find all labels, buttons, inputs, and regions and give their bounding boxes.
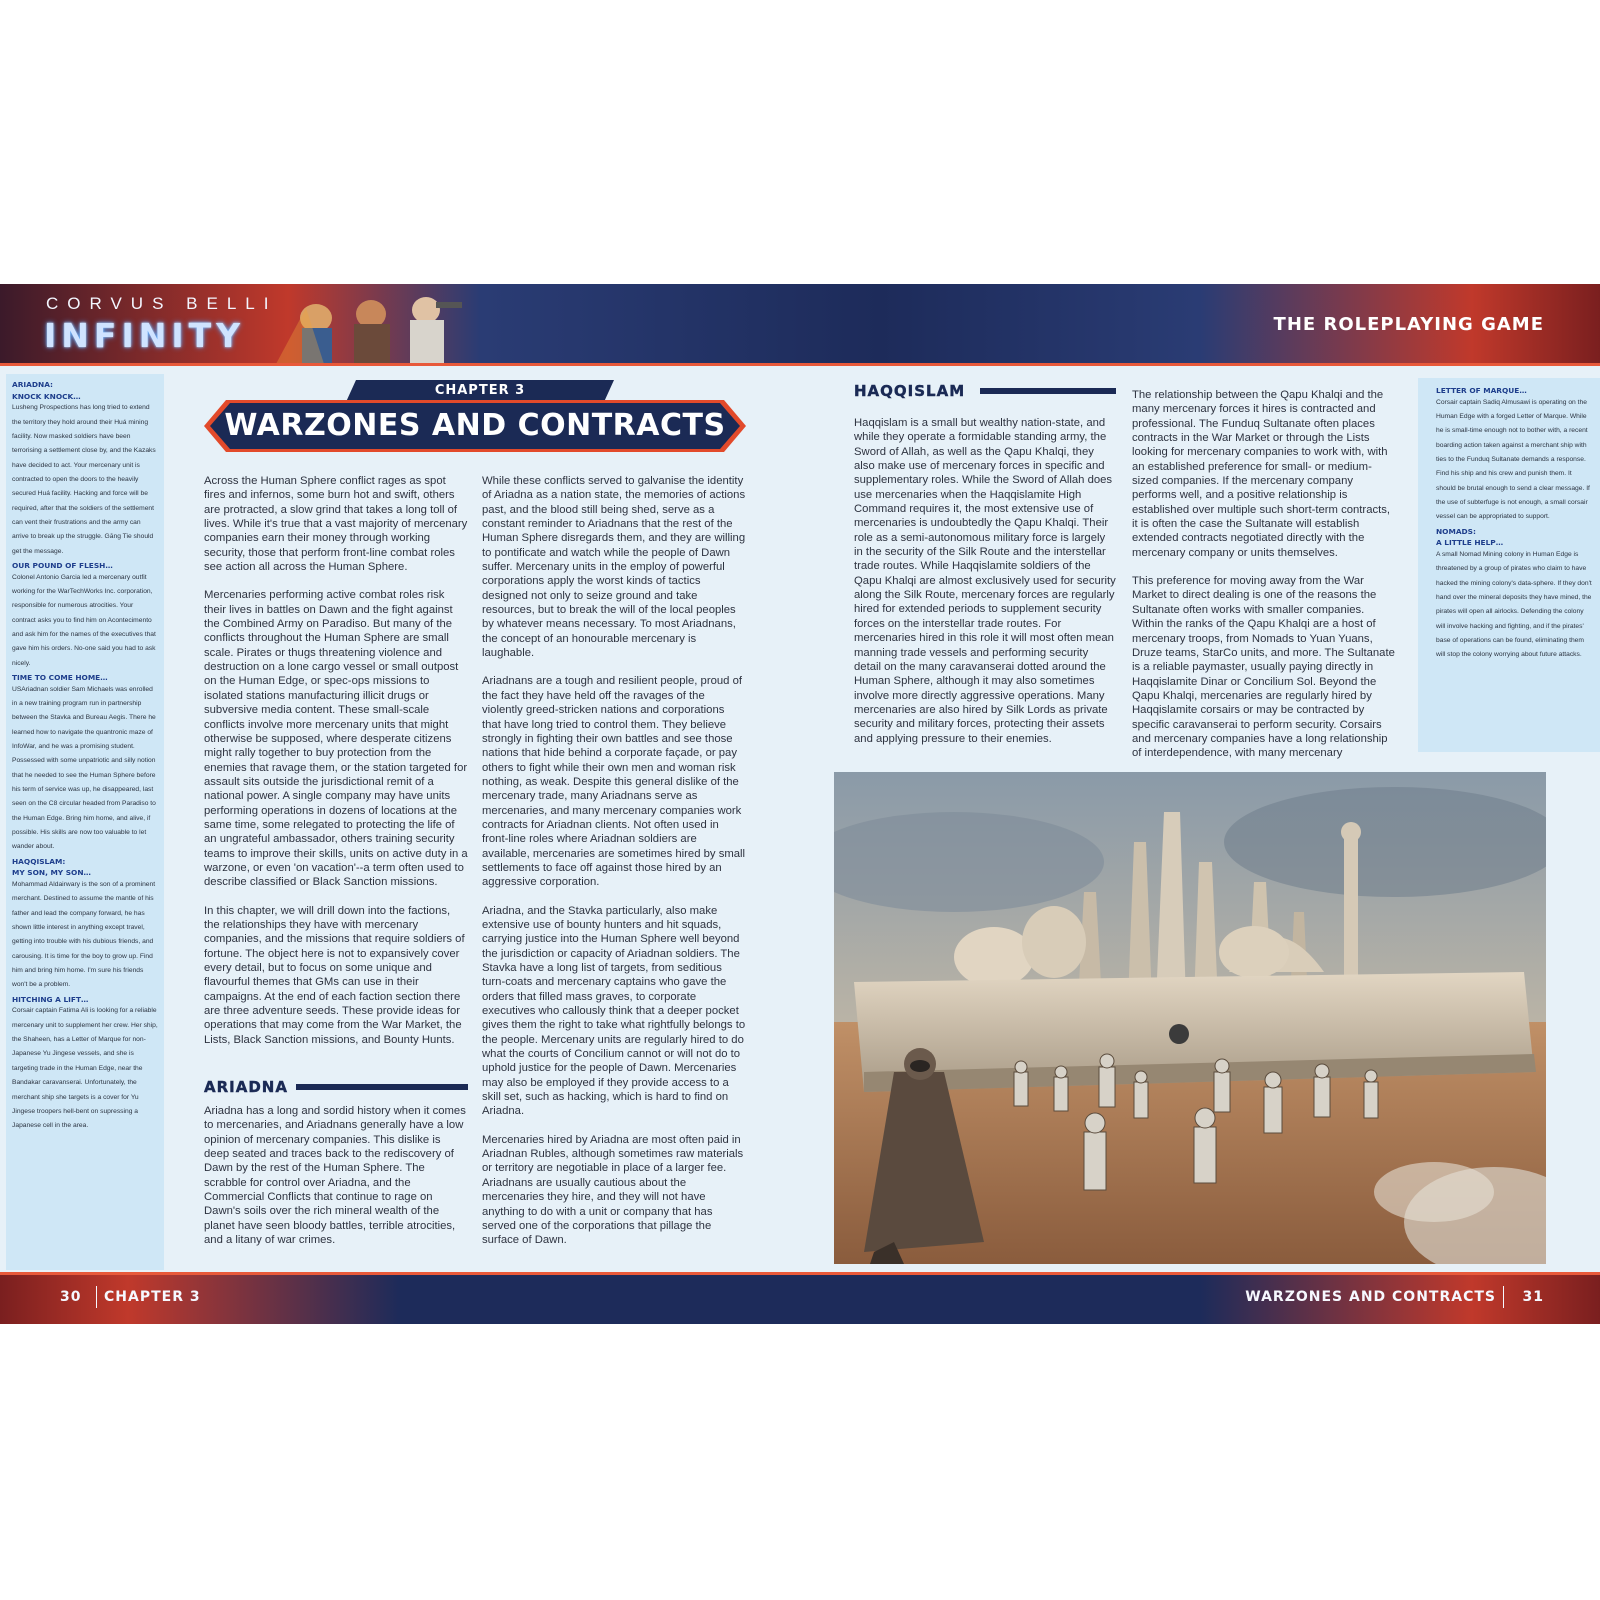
- section-heading-label: ARIADNA: [204, 1078, 288, 1096]
- body-column-1: [204, 474, 468, 1061]
- section-heading-haqqislam: [854, 382, 1116, 400]
- body-column-4: [1132, 388, 1396, 775]
- footer-divider: [1503, 1286, 1504, 1308]
- footer-band: [0, 1272, 1600, 1324]
- header-band: [0, 284, 1600, 366]
- section-heading-label: HAQQISLAM: [854, 382, 966, 400]
- sidebar-hook-title: HITCHING A LIFT…: [12, 994, 89, 1004]
- sidebar-hook-title: A LITTLE HELP…: [1436, 538, 1504, 548]
- sidebar-hook-text: Mohammad Aldairwary is the son of a prominent merchant. Destined to assume the mantle of his father and lead the company forward, he has shown little interest in anything except travel, getting into trouble with his dubious friends, and carousing. It is time for the boy to grow up. Find him and bring him home. I'm sure his friends won't be a problem.: [12, 881, 156, 989]
- body-column-1-ariadna: [204, 1104, 468, 1261]
- paragraph: In this chapter, we will drill down into the factions, the relationships they have with mercenary companies, and the missions that require soldiers of fortune. The object here is not to expansively cover every detail, but to focus on some unique and flavourful themes that GMs can use in their campaigns. At the end of each faction section there are three adventure seeds. These provide ideas for operations that may come from the War Market, the Lists, Black Sanction missions, and Bounty Hunts.: [204, 904, 465, 1046]
- sidebar-hook-text: Lusheng Prospections has long tried to extend the territory they hold around their Huá mining facility. Now masked soldiers have been terrorising a settlement close by, and the Kazaks have decided to act. Your mercenary unit is contracted to open the doors to the heavily secured Huá facility. Hacking and force will be required, after that the soldiers of the settlement can vent their frustrations and the army can arrive to break up the struggle. Gāng Tie should get the message.: [12, 404, 156, 555]
- sidebar-hook-title: MY SON, MY SON…: [12, 868, 91, 878]
- body-column-2: [482, 474, 746, 1262]
- paragraph: Ariadnans are a tough and resilient people, proud of the fact they have held off the ravages of the violently greed-stricken nations and corporations that have long tried to control them. They believe strongly in fighting their own battles and see those nations that hide behind a corporate façade, or pay others to fight while their own men and woman risk nothing, as weak. Despite this general dislike of the mercenary trade, many Ariadnans serve as mercenaries, and many mercenary companies work contracts for Ariadnan clients. Not often used in front-line roles where Ariadnan soldiers are available, mercenaries are sometimes hired by small settlements to face off against those hired by an aggressive corporation.: [482, 675, 746, 889]
- sidebar-section-heading: NOMADS:: [1436, 526, 1476, 536]
- left-running-footer: CHAPTER 3: [104, 1289, 201, 1305]
- section-heading-rule: [296, 1084, 468, 1090]
- paragraph: Ariadna has a long and sordid history when it comes to mercenaries, and Ariadnans generally have a low opinion of mercenary companies. This dislike is deep seated and traces back to the rediscovery of Dawn by the rest of the Human Sphere. The scrabble for control over Ariadna, and the Commercial Conflicts that continue to rage on Dawn's soils over the rich mineral wealth of the planet have seen bloody battles, terrible atrocities, and a litany of war crimes.: [204, 1105, 466, 1247]
- paragraph: While these conflicts served to galvanise the identity of Ariadna as a nation state, the memories of actions past, and the blood still being shed, serve as a constant reminder to Ariadnans that the rest of the Human Sphere disregards them, and they are willing to pontificate and watch while the people of Dawn suffer. Mercenary units in the employ of powerful corporations apply the worst kinds of tactics designed not only to seize ground and take resources, but to break the will of the local peoples by whatever means necessary. To most Ariadnans, the concept of an honourable mercenary is laughable.: [482, 475, 746, 660]
- sidebar-section-heading: ARIADNA:: [12, 380, 54, 389]
- chapter-label: CHAPTER 3: [434, 383, 526, 398]
- sidebar-hook-text: Corsair captain Fatima Ali is looking for a reliable mercenary unit to supplement her crew. Her ship, the Shaheen, has a Letter of Marque for non-Japanese Yu Jingese vessels, and she is targeting trade in the Human Edge, near the Bandakar caravanserai. Unfortunately, the merchant ship she targets is a cover for Yu Jingese troopers hell-bent on supressing a Japanese cell in the area.: [12, 1007, 158, 1130]
- paragraph: The relationship between the Qapu Khalqi and the many mercenary forces it hires is contracted and professional. The Funduq Sultanate often places contracts in the War Market or through the Lists looking for mercenary companies to work with, with an established preference for small- or medium-sized companies. If the mercenary company performs well, and a positive relationship is established over multiple such short-term contracts, it is often the case the Sultanate will establish extended contracts negotiated directly with the mercenary company or units themselves.: [1132, 389, 1391, 559]
- sidebar-hook-text: A small Nomad Mining colony in Human Edge is threatened by a group of pirates who claim to have hacked the mining colony's data-sphere. If they don't hand over the mineral deposits they have mined, the pirates will open all airlocks. Defending the colony will involve hacking and fighting, and if the pirates' base of operations can be found, eliminating them will stop the colony worrying about future attacks.: [1436, 550, 1592, 659]
- game-title: THE ROLEPLAYING GAME: [1273, 314, 1544, 335]
- paragraph: Ariadna, and the Stavka particularly, also make extensive use of bounty hunters and hit squads, carrying justice into the Human Sphere well beyond the jurisdiction or capacity of Ariadnan soldiers. The Stavka have a long list of targets, from seditious turn-coats and mercenary captains who gave the orders that filled mass graves, to corporate executives who callously think that a deeper pocket gives them the right to take what rightfully belongs to the people. Mercenary units are regularly hired to do what the courts of Concilium cannot or will not do to uphold justice for the people of Dawn. Mercenaries may also be employed if they provide access to a skill set, such as hacking, which is hard to find on Ariadna.: [482, 904, 746, 1118]
- section-heading-rule: [980, 388, 1116, 394]
- sidebar-hook-title: KNOCK KNOCK…: [12, 391, 81, 401]
- infinity-logo: INFINITY: [44, 316, 246, 355]
- body-column-3: [854, 416, 1116, 760]
- left-page-number: 30: [60, 1289, 82, 1305]
- paragraph: Mercenaries performing active combat roles risk their lives in battles on Dawn and the fight against the Combined Army on Paradiso. But many of the conflicts throughout the Human Sphere are small scale. Pirates or thugs threatening violence and destruction on a lone cargo vessel or small outpost on the Human Edge, or spec-ops missions to isolated stations manufacturing illicit drugs or subversive media content. These small-scale conflicts involve more mercenary units that might otherwise be supposed, where desperate citizens might rally together to buy protection from the enemies that ravage them, or the station targeted for assault sits outside the jurisdictional remit of a national power. A single company may have units performing operations in dozens of locations at the same time, some relegated to protecting the life of an ungrateful ambassador, others training security teams to improve their skills, units on active duty in a warzone, or even 'on vacation'--a term often used to describe classified or Black Sanction missions.: [204, 589, 468, 889]
- character-artwork: [276, 288, 466, 364]
- sidebar-hook-title: LETTER OF MARQUE…: [1436, 386, 1527, 395]
- right-sidebar: [1418, 378, 1600, 752]
- paragraph: This preference for moving away from the War Market to direct dealing is one of the reasons the Sultanate often works with smaller companies. Within the ranks of the Qapu Khalqi are a host of mercenary troops, from Nomads to Yuan Yuans, Druze teams, StarCo units, and more. The Sultanate is a reliable paymaster, usually paying directly in Haqqislamite Dinar or Concilium Sol. Beyond the Qapu Khalqi, mercenaries are regularly hired by Haqqislamite corsairs or may be contracted by specific caravanserai to perform security. Corsairs and mercenary companies have a long relationship of interdependence, with many mercenary: [1132, 575, 1395, 760]
- magazine-spread: [0, 284, 1600, 1324]
- sidebar-hook-title: OUR POUND OF FLESH…: [12, 561, 113, 571]
- sidebar-hook-text: Colonel Antonio Garcia led a mercenary outfit working for the WarTechWorks Inc. corporation, responsible for numerous atrocities. Your contract asks you to find him on Acontecimento and ask him for the names of the executives that gave him his orders. No-one said you had to ask nicely.: [12, 573, 156, 667]
- sidebar-hook-title: TIME TO COME HOME…: [12, 673, 108, 683]
- paragraph: Across the Human Sphere conflict rages as spot fires and infernos, some burn hot and swift, others are protracted, a slow grind that takes a long toll of lives. While it's true that a vast majority of mercenary companies earn their money through working security, those that perform front-line combat roles see action all across the Human Sphere.: [204, 475, 468, 574]
- brand-wordmark: CORVUS BELLI: [46, 294, 278, 313]
- paragraph: Mercenaries hired by Ariadna are most often paid in Ariadnan Rubles, although sometimes raw materials or territory are negotiable in place of a larger fee. Ariadnans are usually cautious about the mercenaries they hire, and they will not have anything to do with a unit or company that has served one of the corporations that pillage the surface of Dawn.: [482, 1133, 744, 1247]
- sidebar-hook-text: USAriadnan soldier Sam Michaels was enrolled in a new training program run in partnership between the Stavka and Bureau Aegis. There he learned how to navigate the quantronic maze of InfoWar, and he was a promising student. Possessed with some unpatriotic and silly notion that he needed to see the Human Sphere before his term of service was up, he disappeared, last seen on the C8 circular headed from Paradiso to the Human Edge. Bring him home, and alive, if possible. His skills are now too valuable to let wander about.: [12, 685, 156, 851]
- right-running-footer: WARZONES AND CONTRACTS: [1245, 1289, 1496, 1305]
- left-sidebar: [6, 374, 164, 1270]
- sidebar-hook-text: Corsair captain Sadiq Almusawi is operating on the Human Edge with a forged Letter of Marque. While he is small-time enough not to bother with, a recent boarding action taken against a merchant ship with ties to the Funduq Sultanate demands a response. Find his ship and his crew and punish them. It should be brutal enough to send a clear message. If the use of subterfuge is not enough, a small corsair vessel can be appropriated to support.: [1436, 398, 1590, 521]
- desert-fortress-illustration: [834, 772, 1546, 1264]
- right-page-number: 31: [1522, 1289, 1544, 1305]
- paragraph: Haqqislam is a small but wealthy nation-state, and while they operate a formidable standing army, the Sword of Allah, as well as the Qapu Khalqi, they also make use of mercenary forces in specific and supplementary roles. While the Sword of Allah does use mercenaries when the Haqqislamite High Command requires it, the most extensive use of mercenaries is undoubtedly the Qapu Khalqi. Their role as a semi-autonomous military force is largely in the security of the Silk Route and the interstellar trade routes. While Haqqislamite soldiers of the Qapu Khalqi are almost exclusively used for security along the Silk Route, mercenary forces are regularly hired for extended periods to supplement security forces on the interstellar trade routes. For mercenaries hired in this role it will most often mean manning trade vessels and performing security detail on the many caravanserai dotted around the Human Sphere, although it may also sometimes involve more directly aggressive operations. Many mercenaries are also hired by Silk Lords as private security and military forces, protecting their assets and applying pressure to their enemies.: [854, 417, 1116, 745]
- chapter-title: WARZONES AND CONTRACTS: [224, 408, 726, 443]
- sidebar-section-heading: HAQQISLAM:: [12, 856, 66, 866]
- section-heading-ariadna: [204, 1078, 468, 1096]
- footer-divider: [96, 1286, 97, 1308]
